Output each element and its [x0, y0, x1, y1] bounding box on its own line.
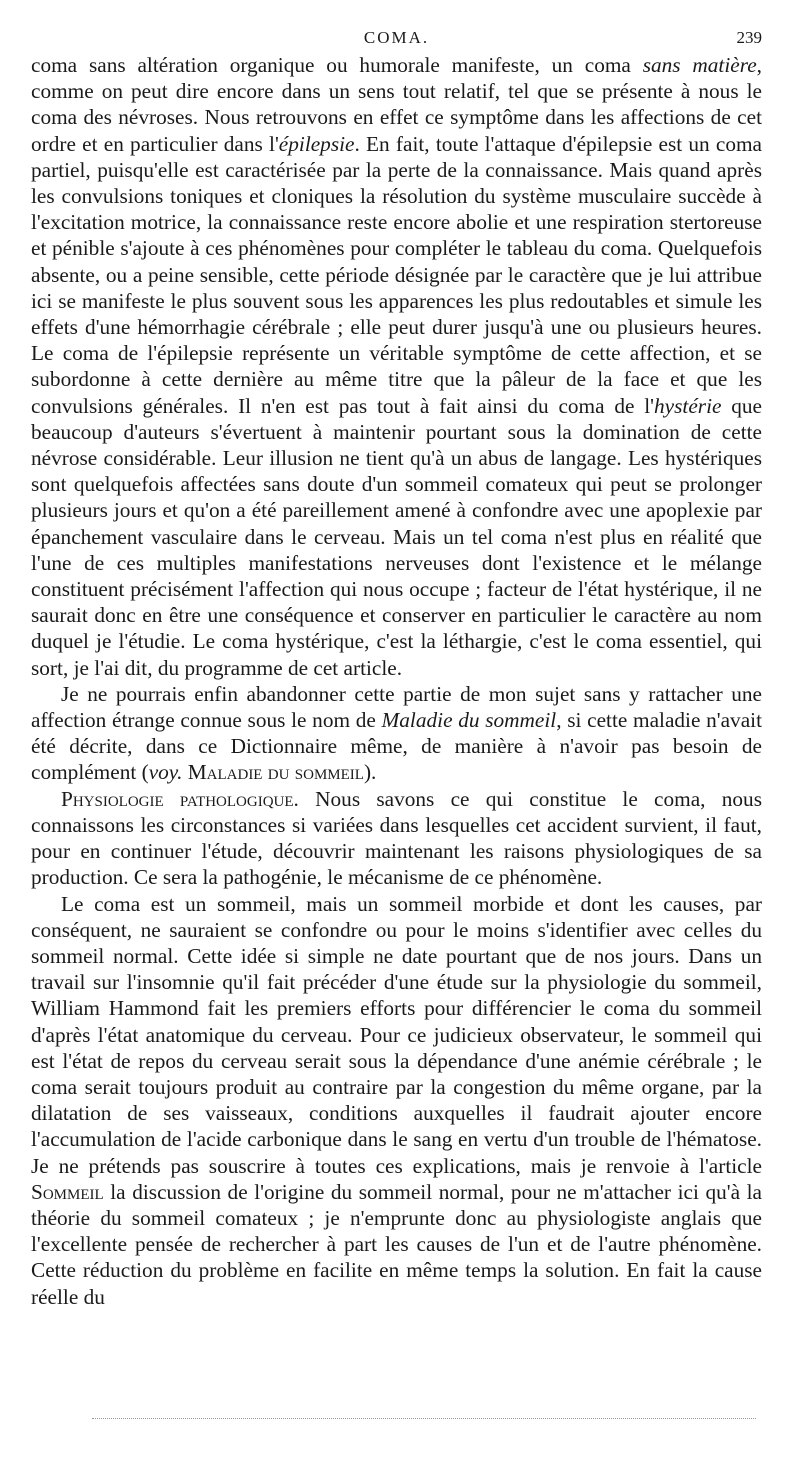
text-run: la discussion de l'origine du sommeil normal, pour ne m'attacher ici qu'à la théorie du sommeil comateux ; je n'emprunte donc au physiologiste anglais que l'excellente pensée de rechercher à part les causes de l'un et de l'autre phénomène. Cette réduction du problème en facilite en même temps la solution. En fait la cause réelle du	[31, 1179, 762, 1309]
footer-rule	[92, 1418, 756, 1419]
text-run: que beaucoup d'auteurs s'évertuent à maintenir pourtant sous la domination de cette névrose considérable. Leur illusion ne tient qu'à un abus de langage. Les hystériques sont quelquefois affectées sans doute d'un sommeil comateux qui peut se prolonger plusieurs jours et qu'on a été pareillement amené à confondre avec une apoplexie par épanchement vasculaire dans le cerveau. Mais un tel coma n'est plus en réalité que l'une de ces multiples manifestations nerveuses dont l'existence et le mélange constituent précisément l'affection qui nous occupe ; facteur de l'état hystérique, il ne saurait donc en être une conséquence et conserver en particulier le caractère au nom duquel je l'étudie. Le coma hystérique, c'est la léthargie, c'est le coma essentiel, qui sort, je l'ai dit, du programme de cet article.	[31, 393, 763, 680]
text-run: Je ne pourrais enfin abandonner cette partie de mon sujet sans y rattacher une affection étrange connue sous le nom de	[31, 681, 762, 733]
text-run: Le coma est un sommeil, mais un sommeil morbide et dont les causes, par conséquent, ne sauraient se confondre ou pour le moins s'identifier avec celles du sommeil normal. Cette idée si simple ne date pourtant que de nos jours. Dans un travail sur l'insomnie qu'il fait précéder d'une étude sur la physiologie du sommeil, William Hammond fait les premiers efforts pour différencier le coma du sommeil d'après l'état anatomique du cerveau. Pour ce judicieux observateur, le sommeil qui est l'état de repos du cerveau serait sous la dépendance d'une anémie cérébrale ; le coma serait toujours produit au contraire par la congestion du même organe, par la dilatation de ses vaisseaux, conditions auxquelles il faudrait ajouter encore l'accumulation de l'acide carbonique dans le sang en vertu d'un trouble de l'hématose. Je ne prétends pas souscrire à toutes ces explications, mais je renvoie à l'article	[31, 891, 762, 1178]
italic-term: voy.	[148, 760, 183, 785]
italic-term: hystérie	[654, 393, 722, 418]
text-run: . En fait, toute l'attaque d'épilepsie est un coma partiel, puisqu'elle est caractérisée par la perte de la connaissance. Mais quand après les convulsions toniques et cloniques la résolution du système musculaire succède à l'excitation motrice, la connaissance reste encore abolie et une respiration stertoreuse et pénible s'ajoute à ces phénomènes pour compléter le tableau du coma. Quelquefois absente, ou a peine sensible, cette période désignée par le caractère que je lui attribue ici se manifeste le plus souvent sous les apparences les plus redoutables et simule les effets d'une hémorrhagie cérébrale ; elle peut durer jusqu'à une ou plusieurs heures. Le coma de l'épilepsie représente un véritable symptôme de cette affection, et se subordonne à cette dernière au même titre que la pâleur de la face et que les convulsions générales. Il n'en est pas tout à fait ainsi du coma de l'	[31, 131, 763, 418]
running-header	[31, 0, 762, 52]
body-text	[31, 52, 762, 1310]
italic-term: sans matière	[642, 53, 757, 77]
text-run: ).	[363, 760, 377, 785]
cross-reference: Sommeil	[31, 1179, 104, 1204]
cross-reference: Maladie du sommeil	[187, 760, 364, 785]
paragraph-sleeping-sickness	[31, 681, 762, 786]
running-title: COMA.	[363, 28, 430, 47]
text-run: Nous savons ce qui constitue le coma, nous connaissons les circonstances si variées dans lesquelles cet accident survient, il faut, pour en continuer l'étude, découvrir maintenant les raisons physiologiques de sa production. Ce sera la pathogénie, le mécanisme de ce phénomène.	[31, 786, 762, 890]
paragraph-physiology	[31, 786, 762, 891]
paragraph-coma-sleep	[31, 891, 762, 1310]
page-number: 239	[736, 28, 762, 47]
italic-term: épilepsie	[278, 131, 355, 156]
section-heading: Physiologie pathologique.	[61, 786, 299, 811]
paragraph-neuroses-coma	[31, 52, 762, 681]
italic-term: Maladie du sommeil	[381, 708, 557, 733]
text-run: coma sans altération organique ou humorale manifeste, un coma	[31, 53, 643, 77]
text-run: , comme on peut dire encore dans un sens tout relatif, tel que se présente à nous le coma des névroses. Nous retrouvons en effet ce symptôme dans les affections de cet ordre et en particulier dans l'	[31, 53, 762, 156]
text-run: , si cette maladie n'avait été décrite, dans ce Dictionnaire même, de manière à n'avoir pas besoin de complément (	[31, 708, 762, 785]
